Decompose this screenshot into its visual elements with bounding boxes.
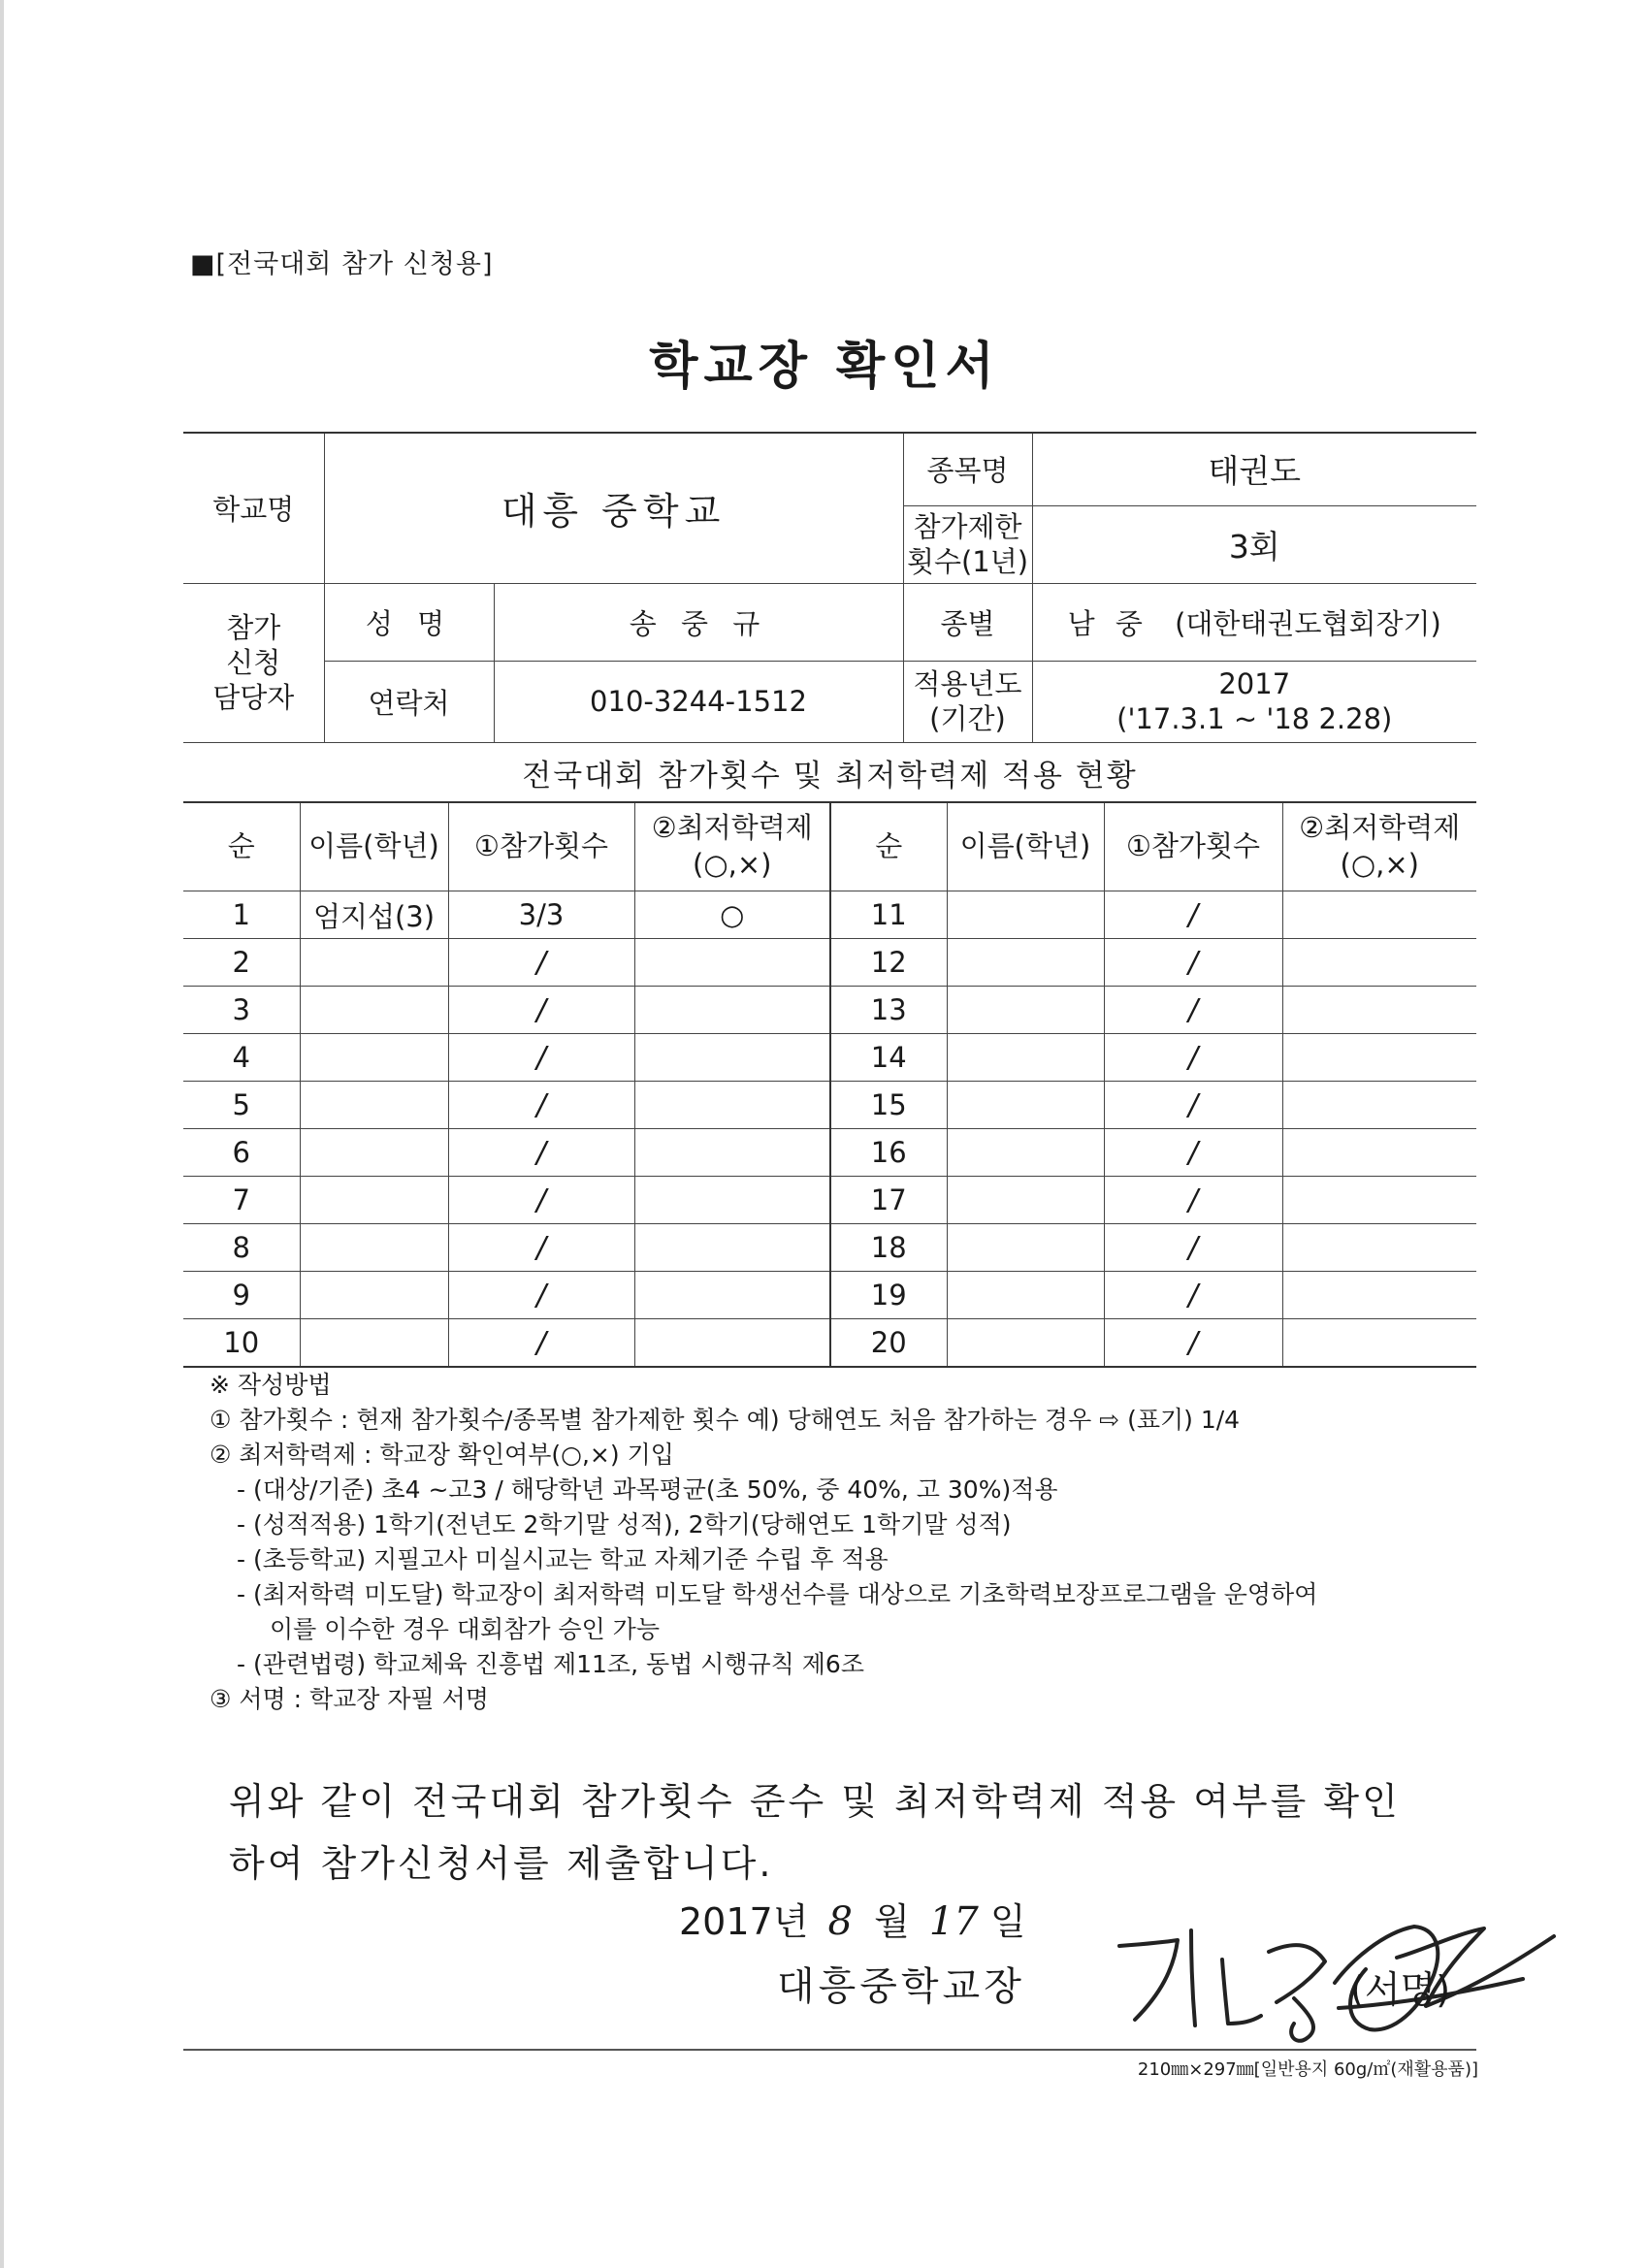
header-min-right-line-2: (○,×): [1340, 848, 1419, 881]
table-row: [183, 1224, 1476, 1272]
row-count: /: [1104, 1177, 1282, 1224]
info-table: [183, 432, 1476, 743]
instruction-subitem: - (대상/기준) 초4 ~고3 / 해당학년 과목평균(초 50%, 중 40%, 고 30%)적용: [237, 1475, 1058, 1504]
row-count: /: [1104, 1224, 1282, 1272]
row-min: [634, 1224, 830, 1272]
row-name: [947, 891, 1104, 939]
participation-table: [183, 801, 1476, 1368]
row-name: [300, 1224, 448, 1272]
applicant-label-line-2: 신청: [226, 645, 281, 679]
event-value: 태권도: [1032, 433, 1476, 505]
row-name: [300, 987, 448, 1034]
row-min: [1282, 1272, 1476, 1319]
statement-line-1: 위와 같이 전국대회 참가횟수 준수 및 최저학력제 적용 여부를 확인: [229, 1780, 1401, 1823]
document-title: 학교장 확인서: [649, 338, 1000, 396]
row-count: /: [448, 1319, 634, 1368]
instruction-subitem: - (관련법령) 학교체육 진흥법 제11조, 동법 시행규칙 제6조: [237, 1650, 864, 1678]
row-min: [634, 939, 830, 987]
header-min-right-line-1: ②최저학력제: [1299, 811, 1461, 845]
row-min: [634, 1034, 830, 1082]
date-month-unit: 월: [874, 1900, 910, 1943]
header-min-left-line-2: (○,×): [693, 848, 772, 881]
row-count: /: [1104, 1272, 1282, 1319]
row-name: [947, 1319, 1104, 1368]
instruction-subitem: - (초등학교) 지필고사 미실시교는 학교 자체기준 수립 후 적용: [237, 1545, 889, 1573]
period-year: 2017: [1218, 666, 1291, 700]
signature-scribble: [1106, 1901, 1562, 2047]
instruction-item: ① 참가횟수 : 현재 참가횟수/종목별 참가제한 횟수 예) 당해연도 처음 참가하는 경우 ⇨ (표기) 1/4: [210, 1406, 1241, 1434]
row-no: 11: [830, 891, 947, 939]
row-name: [947, 1272, 1104, 1319]
row-no: 7: [183, 1177, 300, 1224]
applicant-label: [183, 583, 324, 742]
row-no: 8: [183, 1224, 300, 1272]
row-count: /: [448, 939, 634, 987]
instructions: [210, 1368, 1500, 1717]
principal-signature: [1106, 1901, 1562, 2051]
row-name: [300, 1129, 448, 1177]
table-row: [183, 1272, 1476, 1319]
row-no: 6: [183, 1129, 300, 1177]
row-name: [947, 987, 1104, 1034]
row-name: [300, 1082, 448, 1129]
instruction-item: ② 최저학력제 : 학교장 확인여부(○,×) 기입: [210, 1441, 674, 1469]
confirmation-statement: [229, 1770, 1401, 1895]
header-min-right: [1282, 802, 1476, 891]
row-min: [634, 1319, 830, 1368]
row-no: 17: [830, 1177, 947, 1224]
row-name: [947, 1034, 1104, 1082]
row-name: 엄지섭(3): [300, 891, 448, 939]
row-no: 18: [830, 1224, 947, 1272]
row-min: [1282, 939, 1476, 987]
limit-value: 3회: [1032, 505, 1476, 583]
row-name: [300, 939, 448, 987]
principal-title: 대흥중학교장: [777, 1964, 1025, 2009]
row-count: /: [1104, 1034, 1282, 1082]
row-count: /: [448, 1034, 634, 1082]
applicant-label-line-1: 참가: [226, 610, 281, 644]
row-min: [1282, 1034, 1476, 1082]
event-label: 종목명: [903, 433, 1032, 505]
name-value: 송 중 규: [494, 583, 903, 661]
row-no: 2: [183, 939, 300, 987]
row-count: /: [1104, 891, 1282, 939]
header-min-left-line-1: ②최저학력제: [651, 811, 813, 845]
statement-line-2: 하여 참가신청서를 제출합니다.: [229, 1842, 774, 1885]
school-name: 대흥 중학교: [324, 433, 903, 583]
row-name: [947, 1129, 1104, 1177]
row-min: ○: [634, 891, 830, 939]
period-range: ('17.3.1 ~ '18 2.28): [1116, 702, 1393, 735]
row-min: [634, 987, 830, 1034]
header-min-left: [634, 802, 830, 891]
limit-label: [903, 505, 1032, 583]
table-header-row: [183, 802, 1476, 891]
row-count: /: [448, 1082, 634, 1129]
period-value: [1032, 661, 1476, 742]
row-min: [1282, 1224, 1476, 1272]
table-row: [183, 891, 1476, 939]
category-value: 남 중: [1067, 606, 1148, 640]
row-min: [1282, 1177, 1476, 1224]
row-count: /: [1104, 939, 1282, 987]
row-count: /: [1104, 1319, 1282, 1368]
row-name: [947, 939, 1104, 987]
row-count: /: [448, 987, 634, 1034]
row-min: [1282, 1129, 1476, 1177]
row-no: 20: [830, 1319, 947, 1368]
row-name: [300, 1034, 448, 1082]
limit-label-line-1: 참가제한: [913, 509, 1022, 543]
row-count: /: [448, 1129, 634, 1177]
row-no: 1: [183, 891, 300, 939]
header-name-right: 이름(학년): [947, 802, 1104, 891]
row-no: 15: [830, 1082, 947, 1129]
header-count-right: ①참가횟수: [1104, 802, 1282, 891]
date-month-handwritten: 8: [827, 1899, 853, 1944]
row-name: [947, 1224, 1104, 1272]
category-note: (대한태권도협회장기): [1175, 606, 1441, 640]
date-year: 2017년: [679, 1900, 809, 1943]
bottom-rule: [183, 2049, 1476, 2051]
contact-value: 010-3244-1512: [494, 661, 903, 742]
instruction-subitem: - (성적적용) 1학기(전년도 2학기말 성적), 2학기(당해연도 1학기말 성적): [237, 1510, 1012, 1539]
row-name: [300, 1177, 448, 1224]
instruction-subitem: - (최저학력 미도달) 학교장이 최저학력 미도달 학생선수를 대상으로 기초학력보장프로그램을 운영하여: [237, 1580, 1318, 1608]
category-cell: [1032, 583, 1476, 661]
row-min: [634, 1129, 830, 1177]
row-no: 3: [183, 987, 300, 1034]
row-name: [947, 1177, 1104, 1224]
name-label: 성 명: [324, 583, 494, 661]
row-count: /: [448, 1177, 634, 1224]
form-type-tag: ■[전국대회 참가 신청용]: [190, 249, 494, 279]
date-day-unit: 일: [989, 1900, 1026, 1943]
header-no-left: 순: [183, 802, 300, 891]
row-min: [1282, 1082, 1476, 1129]
date-line: [679, 1892, 1026, 1945]
row-min: [634, 1177, 830, 1224]
school-label: 학교명: [183, 433, 324, 583]
header-name-left: 이름(학년): [300, 802, 448, 891]
row-min: [634, 1272, 830, 1319]
row-count: /: [1104, 1129, 1282, 1177]
row-name: [300, 1272, 448, 1319]
table-row: [183, 987, 1476, 1034]
row-no: 9: [183, 1272, 300, 1319]
header-no-right: 순: [830, 802, 947, 891]
applicant-label-line-3: 담당자: [212, 681, 295, 715]
row-min: [1282, 1319, 1476, 1368]
row-no: 4: [183, 1034, 300, 1082]
row-no: 5: [183, 1082, 300, 1129]
category-label: 종별: [903, 583, 1032, 661]
table-row: [183, 1177, 1476, 1224]
table-row: [183, 939, 1476, 987]
limit-label-line-2: 횟수(1년): [906, 545, 1029, 578]
row-min: [1282, 987, 1476, 1034]
row-no: 14: [830, 1034, 947, 1082]
row-count: /: [1104, 1082, 1282, 1129]
row-no: 19: [830, 1272, 947, 1319]
date-day-handwritten: 17: [928, 1899, 979, 1944]
row-count: /: [448, 1224, 634, 1272]
table-row: [183, 1034, 1476, 1082]
instruction-item: ③ 서명 : 학교장 자필 서명: [210, 1685, 489, 1713]
row-min: [634, 1082, 830, 1129]
contact-label: 연락처: [324, 661, 494, 742]
table-row: [183, 1129, 1476, 1177]
instructions-heading: ※ 작성방법: [210, 1371, 332, 1399]
instruction-subitem-continued: 이를 이수한 경우 대회참가 승인 가능: [270, 1615, 660, 1643]
row-count: /: [448, 1272, 634, 1319]
row-no: 10: [183, 1319, 300, 1368]
row-name: [300, 1319, 448, 1368]
section-title: 전국대회 참가횟수 및 최저학력제 적용 현황: [522, 759, 1138, 794]
row-count: 3/3: [448, 891, 634, 939]
row-no: 13: [830, 987, 947, 1034]
period-label-line-1: 적용년도: [913, 666, 1022, 700]
paper-spec: 210㎜×297㎜[일반용지 60g/㎡(재활용품)]: [1137, 2059, 1478, 2080]
row-name: [947, 1082, 1104, 1129]
period-label-line-2: (기간): [929, 702, 1006, 735]
row-no: 16: [830, 1129, 947, 1177]
row-count: /: [1104, 987, 1282, 1034]
header-count-left: ①참가횟수: [448, 802, 634, 891]
row-no: 12: [830, 939, 947, 987]
table-row: [183, 1319, 1476, 1368]
row-min: [1282, 891, 1476, 939]
table-row: [183, 1082, 1476, 1129]
sign-label: (서명): [1350, 1968, 1451, 2011]
period-label: [903, 661, 1032, 742]
